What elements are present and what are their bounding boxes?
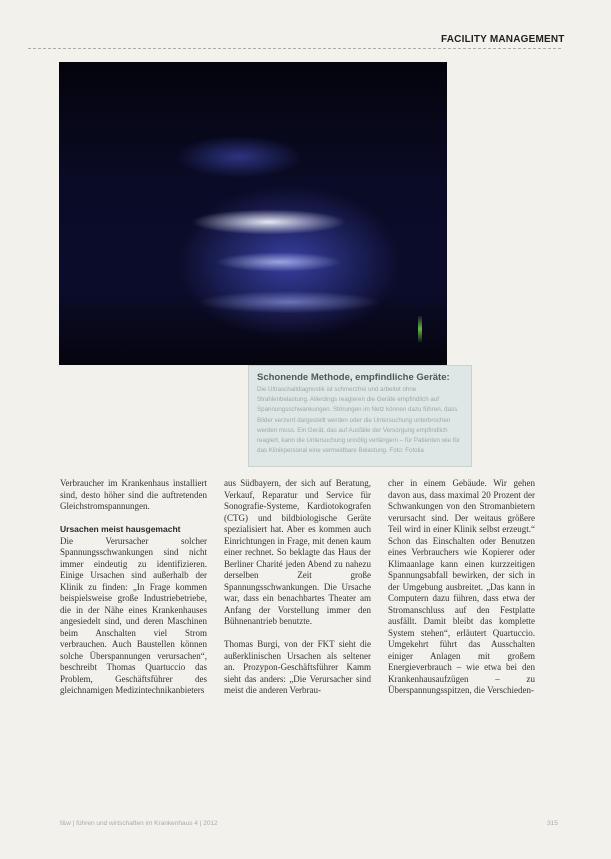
paragraph: Verbraucher im Krankenhaus installiert sind, desto höher sind die auftretenden Gleichstromspannungen. xyxy=(60,478,207,511)
ultrasound-photo xyxy=(59,62,447,365)
photo-caption-box xyxy=(248,365,472,467)
paragraph: Thomas Burgi, von der FKT sieht die außerklinischen Ursachen als seltener an. Prozypon-Geschäftsführer Kamm sieht das anders: „Die Verursacher sind meist die anderen Verbrau- xyxy=(224,639,371,695)
paragraph: cher in einem Gebäude. Wir gehen davon aus, dass maximal 20 Prozent der Schwankungen von den Stromanbietern verursacht sind. Der weitaus größere Teil wird in einer Klinik selbst erzeugt.“ Schon das Einschalten oder Benutzen eines Verbrauchers wie Kopierer oder Klimaanlage kann einen kurzzeitigen Spannungsabfall bewirken, der sich in der Umgebung ausbreitet. „Das kann in Computern dazu führen, dass etwa der Stromanschluss auf den Festplatte ausfällt. Damit bleibt das komplette System stehen“, erläutert Quartuccio. Umgekehrt führt das Ausschalten einiger Anlagen mit großem Energieverbrauch – wie etwa bei den Krankenhausaufzügen – zu Überspannungsspitzen, die Verschieden- xyxy=(388,478,535,695)
text-column-3 xyxy=(388,478,535,697)
footer-publication: f&w | führen und wirtschaften im Krankenhaus 4 | 2012 xyxy=(60,820,218,827)
page-number: 315 xyxy=(547,820,558,827)
paragraph: aus Südbayern, der sich auf Beratung, Verkauf, Reparatur und Service für Sonografie-Systeme, Kardiotokografen (CTG) und bildbiologische Geräte spezialisiert hat. Aber es kommen auch Einrichtungen in Frage, mit denen kaum einer rechnet. So beklagte das Haus der Berliner Charité jeden Abend zu nahezu derselben Zeit große Spannungsschwankungen. Die Ursache war, dass ein benachbartes Theater am Anfang der Vorstellung immer den Bühnenantrieb benutzte. xyxy=(224,478,371,626)
subheading: Ursachen meist hausgemacht xyxy=(60,524,181,534)
section-label: FACILITY MANAGEMENT xyxy=(441,34,565,45)
photo-green-light xyxy=(418,316,422,342)
text-column-2 xyxy=(224,478,371,697)
header-rule xyxy=(28,48,561,49)
caption-title: Schonende Methode, empfindliche Geräte: xyxy=(257,372,450,383)
text-column-1 xyxy=(60,478,207,697)
caption-text: Die Ultraschalldiagnostik ist schmerzfrei und arbeitet ohne Strahlenbelastung. Allerdings reagieren die Geräte empfindlich auf Spannungsschwankungen. Störungen im Netz können dazu führen, dass Bilder verzerrt dargestellt werden oder die Untersuchung unterbrochen werden muss. Ein Gerät, das auf Ausfälle der Versorgung empfindlich reagiert, kann die Untersuchung unnötig verlängern – für Patienten wie für das Klinikpersonal eine vermeidbare Belastung. Foto: Fotolia xyxy=(257,386,460,455)
paragraph: Die Verursacher solcher Spannungsschwankungen sind nicht immer eindeutig zu identifizieren. Einige Ursachen sind außerhalb der Klinik zu finden: „In Frage kommen beispielsweise große Industriebetriebe, die in der Nähe eines Krankenhauses angesiedelt sind, und deren Maschinen beim Anschalten viel Strom verbrauchen. Auch Baustellen können solche Überspannungen verursachen“, beschreibt Thomas Quartuccio das Problem, Geschäftsführer des gleichnamigen Medizintechnikanbieters xyxy=(60,535,207,695)
